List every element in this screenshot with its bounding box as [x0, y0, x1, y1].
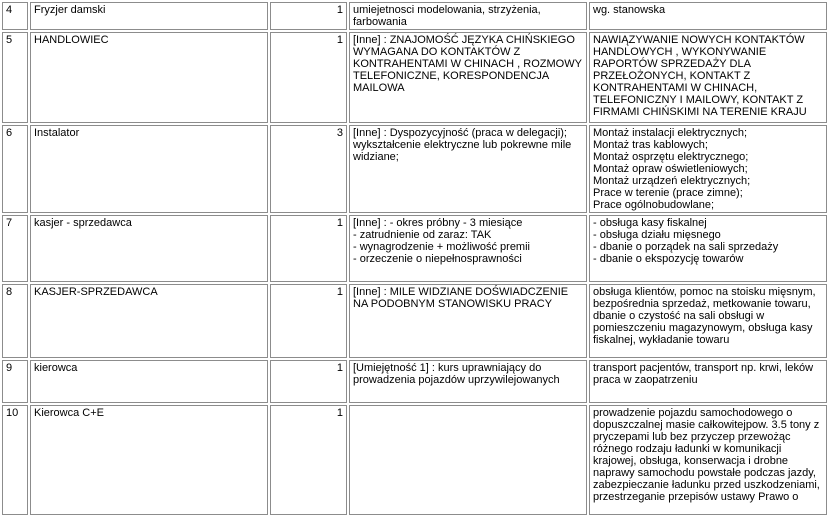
duty-line: - obsługa działu mięsnego — [593, 229, 721, 241]
requirement-line: [Umiejętność 1] : kurs uprawniający do prowadzenia pojazdów uprzywilejowanych — [353, 362, 560, 386]
requirement-line: - zatrudnienie od zaraz: TAK — [353, 229, 492, 241]
duties-cell — [589, 2, 827, 30]
duty-line: Prace w terenie (prace zimne); — [593, 187, 743, 199]
row-number: 6 — [2, 125, 28, 213]
duty-line: Montaż opraw oświetleniowych; — [593, 163, 748, 175]
requirement-line: - orzeczenie o niepełnosprawności — [353, 253, 522, 265]
duty-line: Montaż urządzeń elektrycznych; — [593, 175, 751, 187]
requirement-line: - wynagrodzenie + możliwość premii — [353, 241, 530, 253]
position-name: kierowca — [30, 360, 268, 403]
duty-line: transport pacjentów, transport np. krwi, leków praca w zaopatrzeniu — [593, 362, 814, 386]
position-name: kasjer - sprzedawca — [30, 215, 268, 282]
row-number: 8 — [2, 284, 28, 358]
vacancy-count: 1 — [270, 360, 347, 403]
requirements-cell — [349, 284, 587, 358]
row-number: 4 — [2, 2, 28, 30]
position-name: HANDLOWIEC — [30, 32, 268, 123]
duties-cell — [589, 125, 827, 213]
table-row — [2, 284, 827, 358]
duty-line: NAWIĄZYWANIE NOWYCH KONTAKTÓW HANDLOWYCH , WYKONYWANIE RAPORTÓW SPRZEDAŻY DLA PRZEŁOŻONYCH, KONTAKT Z KONTRAHENTAMI W CHINACH, TELEFONICZNY I MAILOWY, KONTAKT Z FIRMAMI CHIŃSKIMI NA TERENIE KRAJU — [593, 34, 807, 118]
requirement-line: [Inne] : ZNAJOMOŚĆ JĘZYKA CHIŃSKIEGO WYMAGANA DO KONTAKTÓW Z KONTRAHENTAMI W CHINACH , ROZMOWY TELEFONICZNE, KORESPONDENCJA MAILOWA — [353, 34, 582, 94]
vacancy-count: 1 — [270, 405, 347, 515]
duties-cell — [589, 405, 827, 515]
requirement-line: [Inne] : Dyspozycyjność (praca w delegacji); wykształcenie elektryczne lub pokrewne mile widziane; — [353, 127, 572, 163]
position-name: KASJER-SPRZEDAWCA — [30, 284, 268, 358]
vacancy-count: 3 — [270, 125, 347, 213]
table-row — [2, 125, 827, 213]
vacancy-count: 1 — [270, 284, 347, 358]
vacancy-count: 1 — [270, 215, 347, 282]
duty-line: obsługa klientów, pomoc na stoisku mięsnym, bezpośrednia sprzedaż, metkowanie towaru, dbanie o czystość na sali obsługi w pomieszczeniu magazynowym, obsługa kasy fiskalnej, wykładanie towaru — [593, 286, 816, 346]
duties-cell — [589, 284, 827, 358]
table-row — [2, 2, 827, 30]
position-name: Instalator — [30, 125, 268, 213]
duty-line: - dbanie o porządek na sali sprzedaży — [593, 241, 779, 253]
requirement-line: [Inne] : - okres próbny - 3 miesiące — [353, 217, 523, 229]
duty-line: Montaż instalacji elektrycznych; — [593, 127, 748, 139]
table-row — [2, 405, 827, 515]
requirements-cell — [349, 125, 587, 213]
requirement-line: umiejetnosci modelowania, strzyżenia, farbowania — [353, 4, 541, 28]
row-number: 10 — [2, 405, 28, 515]
vacancy-count: 1 — [270, 32, 347, 123]
position-name: Fryzjer damski — [30, 2, 268, 30]
requirements-cell — [349, 2, 587, 30]
row-number: 7 — [2, 215, 28, 282]
duty-line: - dbanie o ekspozycję towarów — [593, 253, 744, 265]
requirements-cell — [349, 360, 587, 403]
duty-line: - obsługa kasy fiskalnej — [593, 217, 707, 229]
duty-line: Prace ogólnobudowlane; — [593, 199, 715, 211]
requirements-cell — [349, 215, 587, 282]
duty-line: prowadzenie pojazdu samochodowego o dopuszczalnej masie całkowitejpow. 3.5 tony z pryczepami lub bez przyczep przewożąc różnego rodzaju ładunki w komunikacji krajowej, obsługa, konserwacja i drobne naprawy samochodu powstałe podczas jazdy, zabezpieczanie ładunku przed uszkodzeniami, przestrzeganie przepisów ustawy Prawo o — [593, 407, 820, 503]
duty-line: Montaż osprzętu elektrycznego; — [593, 151, 749, 163]
requirement-line: [Inne] : MILE WIDZIANE DOŚWIADCZENIE NA PODOBNYM STANOWISKU PRACY — [353, 286, 569, 310]
requirements-cell — [349, 405, 587, 515]
vacancy-count: 1 — [270, 2, 347, 30]
table-row — [2, 32, 827, 123]
table-row — [2, 215, 827, 282]
position-name: Kierowca C+E — [30, 405, 268, 515]
duty-line: wg. stanowska — [593, 4, 666, 16]
duties-cell — [589, 360, 827, 403]
table-row — [2, 360, 827, 403]
duties-cell — [589, 215, 827, 282]
row-number: 9 — [2, 360, 28, 403]
duties-cell — [589, 32, 827, 123]
row-number: 5 — [2, 32, 28, 123]
requirements-cell — [349, 32, 587, 123]
duty-line: Montaż tras kablowych; — [593, 139, 708, 151]
